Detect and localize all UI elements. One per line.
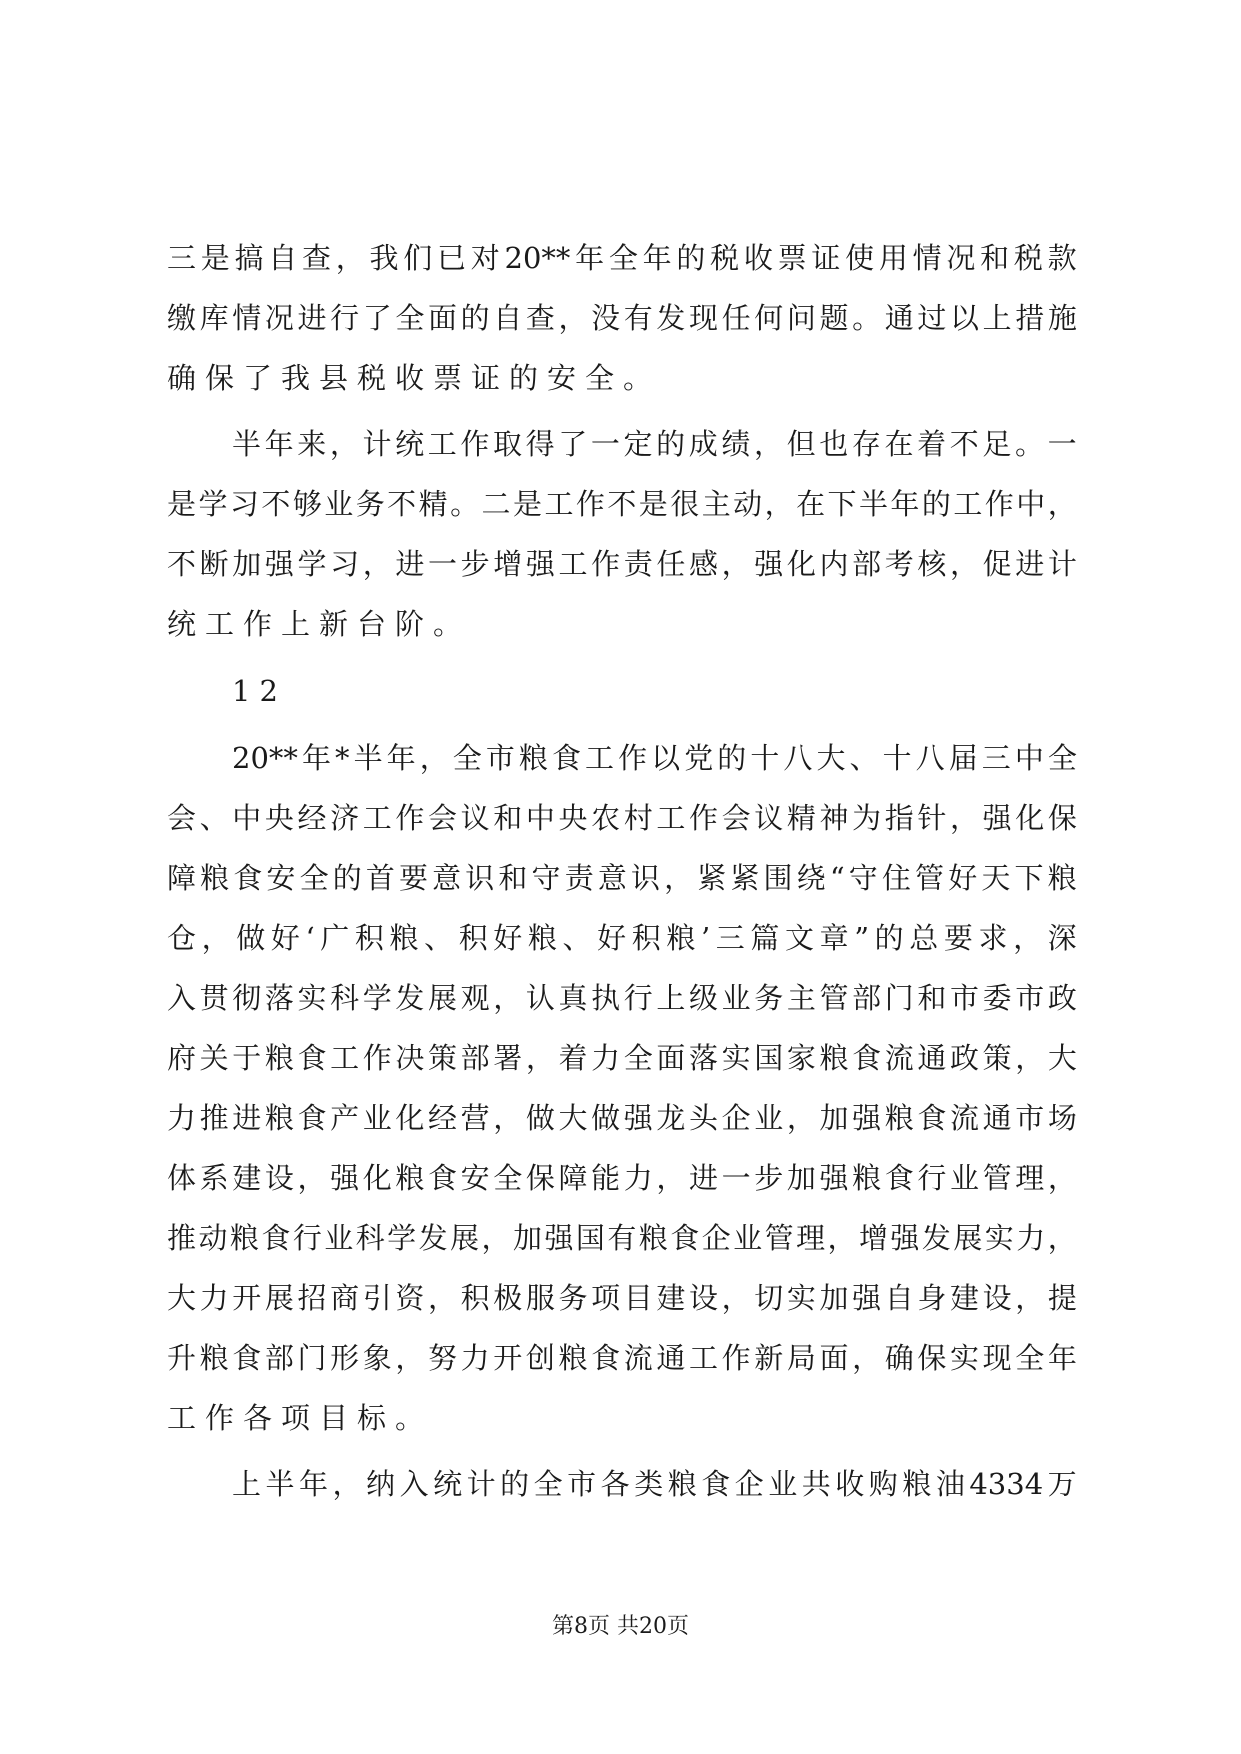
page-footer: 第8页 共20页 (552, 1614, 689, 1639)
text-line: 不 断 加 强 学 习 ， 进 一 步 增 强 工 作 责 任 感 ， 强 化 内 部 考 核 ， 促 进 计 (167, 547, 1077, 581)
text-line: 推 动 粮 食 行 业 科 学 发 展 ， 加 强 国 有 粮 食 企 业 管 理 ， 增 强 发 展 实 力 ， (167, 1221, 1077, 1255)
text-line: 体 系 建 设 ， 强 化 粮 食 安 全 保 障 能 力 ， 进 一 步 加 强 粮 食 行 业 管 理 ， (167, 1161, 1077, 1195)
text-line: 缴 库 情 况 进 行 了 全 面 的 自 查 ， 没 有 发 现 任 何 问 题 。 通 过 以 上 措 施 (167, 301, 1077, 335)
text-line: 是 学 习 不 够 业 务 不 精 。 二 是 工 作 不 是 很 主 动 ， 在 下 半 年 的 工 作 中 ， (167, 487, 1077, 521)
text-line: 半 年 来 ， 计 统 工 作 取 得 了 一 定 的 成 绩 ， 但 也 存 在 着 不 足 。 一 (232, 427, 1077, 461)
text-line: 障 粮 食 安 全 的 首 要 意 识 和 守 责 意 识 ， 紧 紧 围 绕 “ 守 住 管 好 天 下 粮 (167, 861, 1077, 895)
text-line: 三 是 搞 自 查 ， 我 们 已 对 20** 年 全 年 的 税 收 票 证 使 用 情 况 和 税 款 (167, 241, 1077, 275)
text-line: 12 (232, 674, 287, 708)
text-line: 确保了我县税收票证的安全。 (167, 361, 662, 395)
text-line: 工作各项目标。 (167, 1401, 434, 1435)
text-line: 会 、 中 央 经 济 工 作 会 议 和 中 央 农 村 工 作 会 议 精 神 为 指 针 ， 强 化 保 (167, 801, 1077, 835)
text-line: 20** 年 * 半 年 ， 全 市 粮 食 工 作 以 党 的 十 八 大 、 十 八 届 三 中 全 (232, 741, 1077, 775)
text-line: 升 粮 食 部 门 形 象 ， 努 力 开 创 粮 食 流 通 工 作 新 局 面 ， 确 保 实 现 全 年 (167, 1341, 1077, 1375)
text-line: 入 贯 彻 落 实 科 学 发 展 观 ， 认 真 执 行 上 级 业 务 主 管 部 门 和 市 委 市 政 (167, 981, 1077, 1015)
text-line: 力 推 进 粮 食 产 业 化 经 营 ， 做 大 做 强 龙 头 企 业 ， 加 强 粮 食 流 通 市 场 (167, 1101, 1077, 1135)
text-line: 上 半 年 ， 纳 入 统 计 的 全 市 各 类 粮 食 企 业 共 收 购 粮 油 4334 万 (232, 1467, 1077, 1501)
text-line: 大 力 开 展 招 商 引 资 ， 积 极 服 务 项 目 建 设 ， 切 实 加 强 自 身 建 设 ， 提 (167, 1281, 1077, 1315)
text-line: 府 关 于 粮 食 工 作 决 策 部 署 ， 着 力 全 面 落 实 国 家 粮 食 流 通 政 策 ， 大 (167, 1041, 1077, 1075)
text-line: 仓 ， 做 好 ‘ 广 积 粮 、 积 好 粮 、 好 积 粮 ’ 三 篇 文 章 ” 的 总 要 求 ， 深 (167, 921, 1077, 955)
text-line: 统工作上新台阶。 (167, 607, 472, 641)
